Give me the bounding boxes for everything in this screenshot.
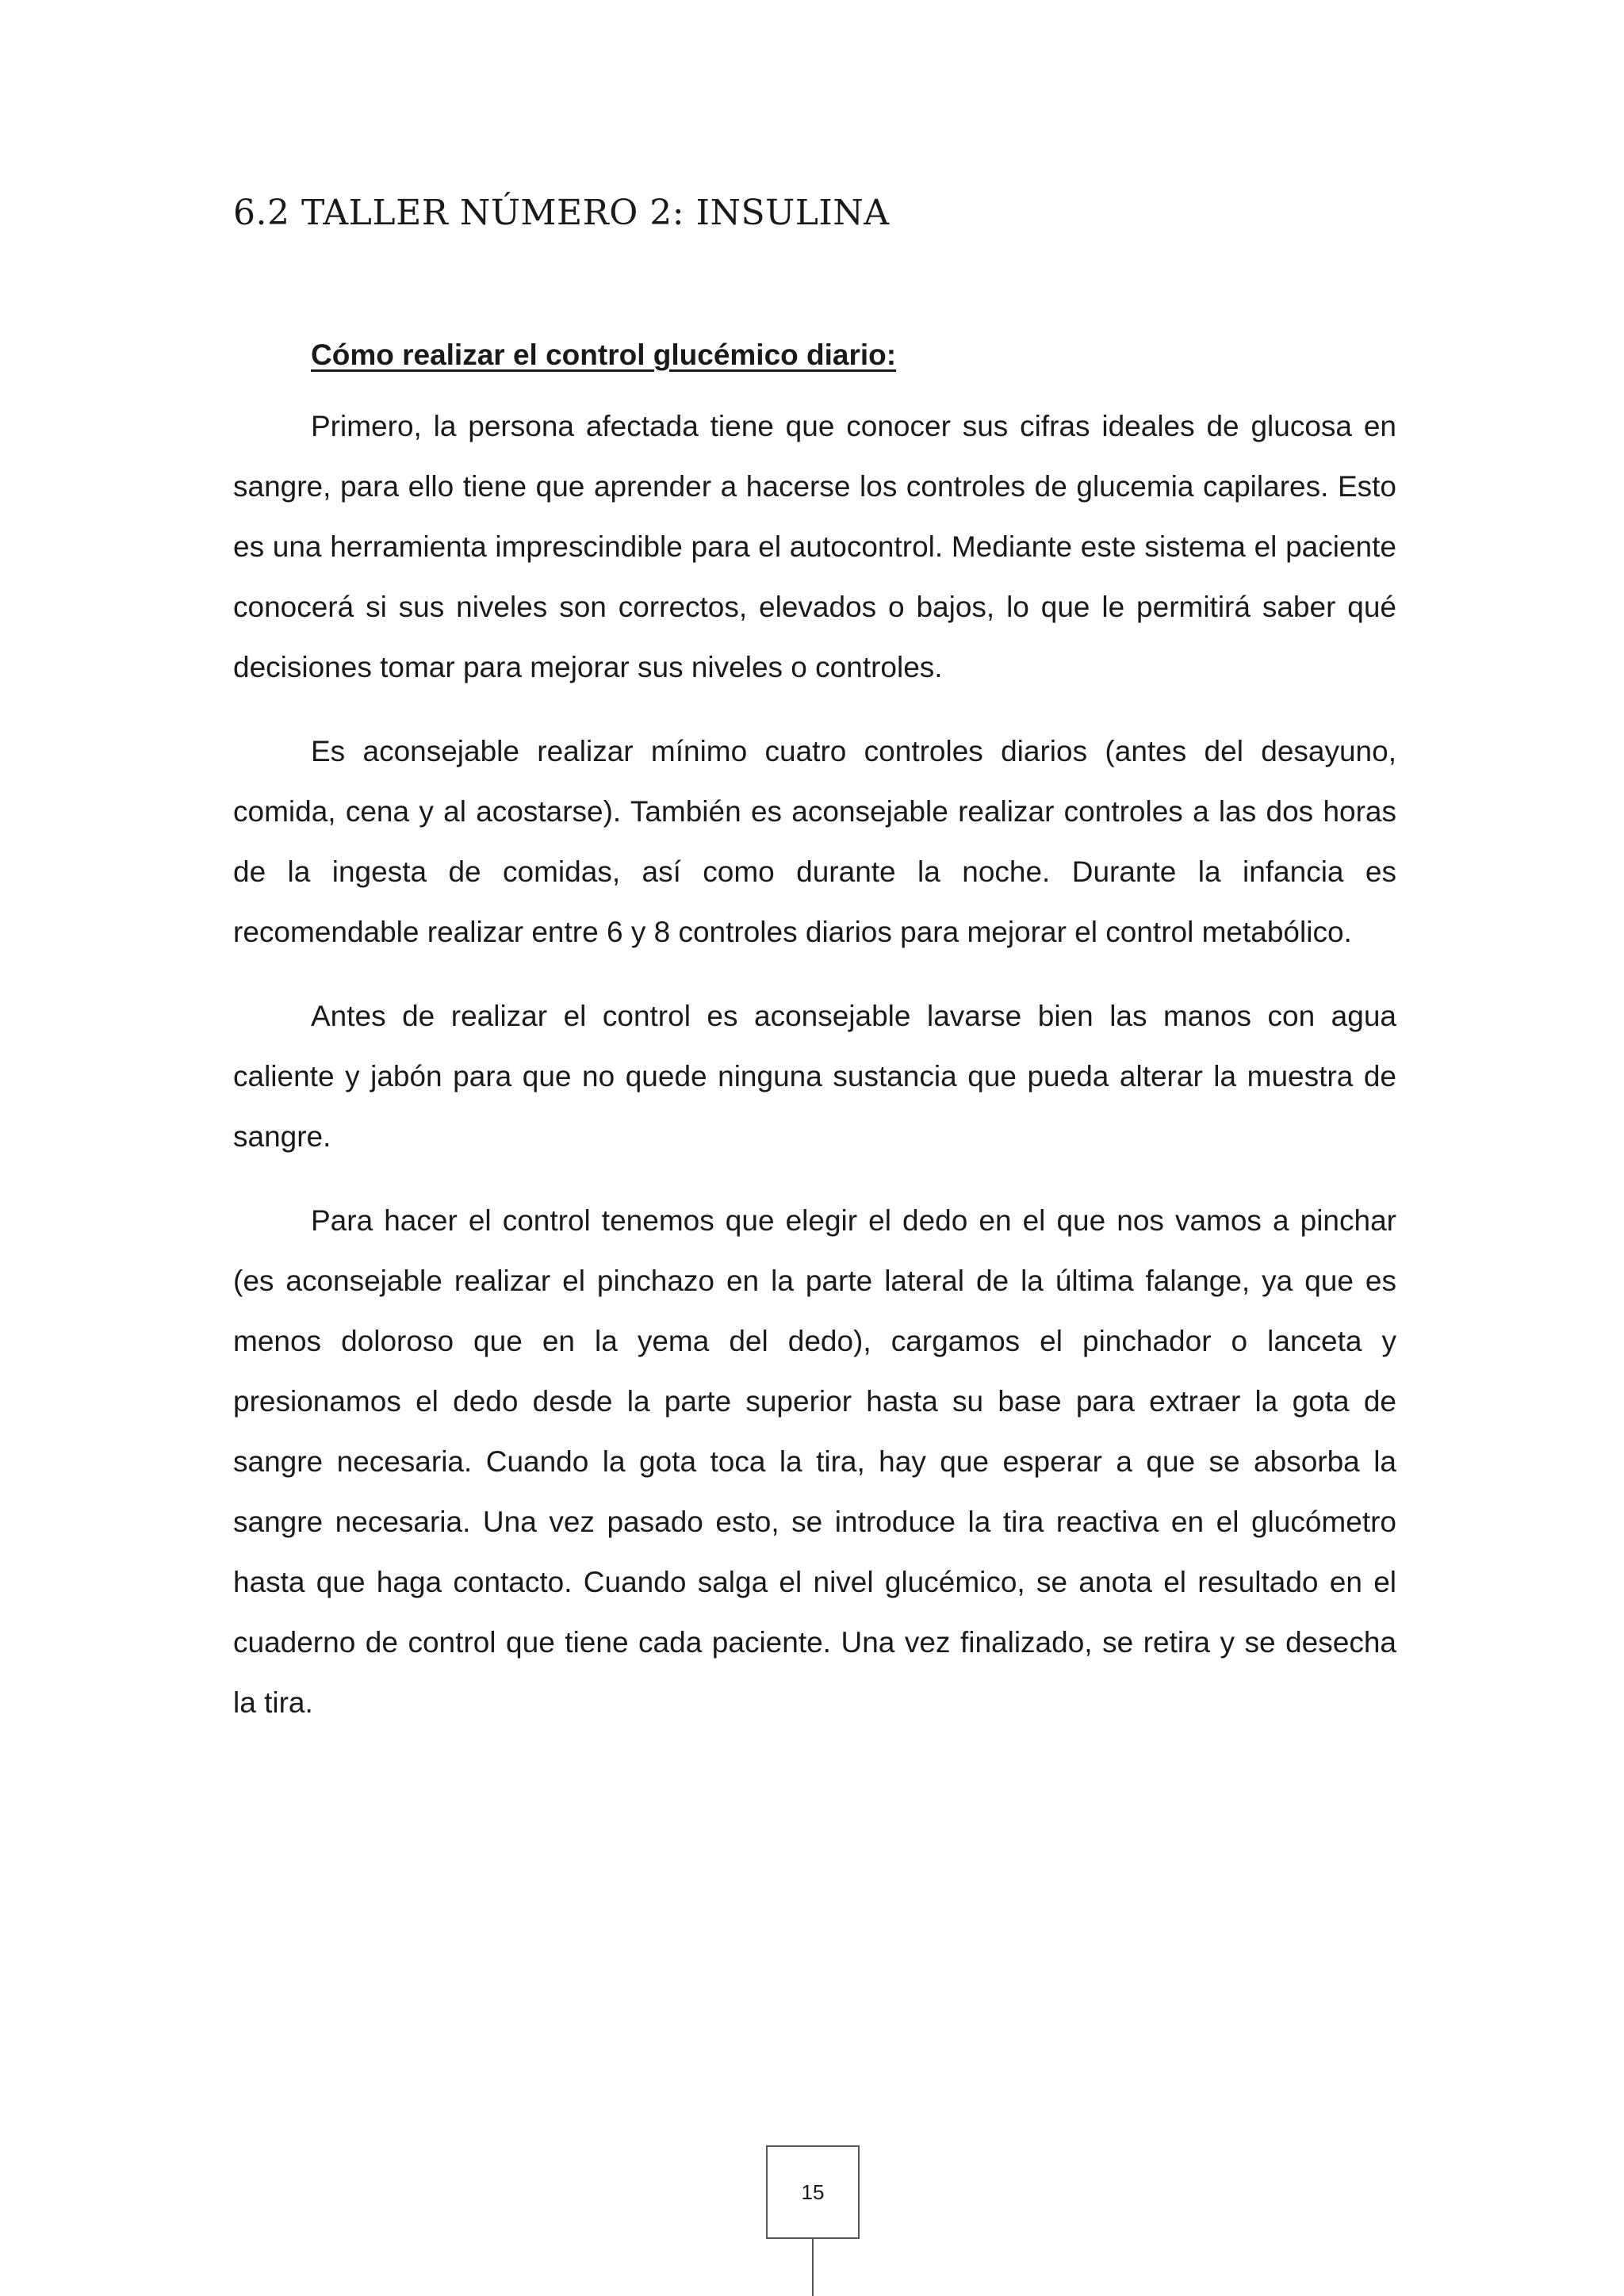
paragraph-1: Primero, la persona afectada tiene que conocer sus cifras ideales de glucosa en sangre, para ello tiene que aprender a hacerse los controles de glucemia capilares. Esto es una herramienta imprescindible para el autocontrol. Mediante este sistema el paciente conocerá si sus niveles son correctos, elevados o bajos, lo que le permitirá saber qué decisiones tomar para mejorar sus niveles o controles. bbox=[233, 410, 1396, 683]
page-number: 15 bbox=[801, 2179, 825, 2204]
paragraph-4: Para hacer el control tenemos que elegir el dedo en el que nos vamos a pinchar (es aconsejable realizar el pinchazo en la parte lateral de la última falange, ya que es menos doloroso que en la yema del dedo), cargamos el pinchador o lanceta y presionamos el dedo desde la parte superior hasta su base para extraer la gota de sangre necesaria. Cuando la gota toca la tira, hay que esperar a que se absorba la sangre necesaria. Una vez pasado esto, se introduce la tira reactiva en el glucómetro hasta que haga contacto. Cuando salga el nivel glucémico, se anota el resultado en el cuaderno de control que tiene cada paciente. Una vez finalizado, se retira y se desecha la tira. bbox=[233, 1204, 1396, 1719]
paragraph-2: Es aconsejable realizar mínimo cuatro controles diarios (antes del desayuno, comida, cena y al acostarse). También es aconsejable realizar controles a las dos horas de la ingesta de comidas, así como durante la noche. Durante la infancia es recomendable realizar entre 6 y 8 controles diarios para mejorar el control metabólico. bbox=[233, 735, 1396, 948]
subheading: Cómo realizar el control glucémico diario: bbox=[311, 339, 897, 371]
page-number-box bbox=[766, 2145, 860, 2239]
body-text bbox=[233, 325, 1396, 1757]
section-title: 6.2 TALLER NÚMERO 2: INSULINA bbox=[233, 193, 890, 233]
paragraph-3: Antes de realizar el control es aconsejable lavarse bien las manos con agua caliente y jabón para que no quede ninguna sustancia que pueda alterar la muestra de sangre. bbox=[233, 1000, 1396, 1153]
page-number-connector-line bbox=[812, 2237, 814, 2296]
